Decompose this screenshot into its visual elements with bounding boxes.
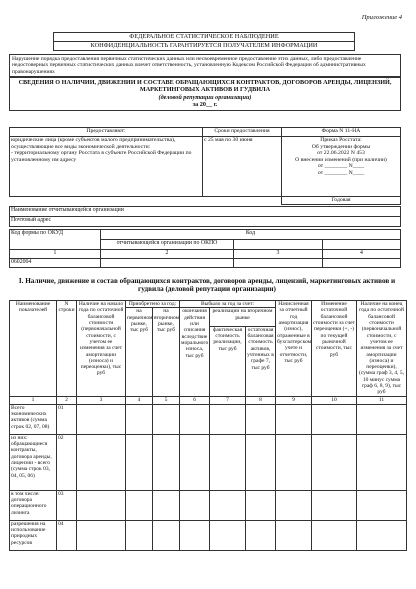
row-name: из них: обращающиеся контракты, договора аренды, лицензии - всего (сумма строк 03, 04, 05, 06)	[10, 434, 57, 490]
table-row	[10, 490, 407, 520]
row-code: 03	[57, 490, 77, 520]
warning-notice: Нарушение порядка предоставления первичных статистических данных или несвоевременное предоставление этих данных, либо предоставление недостоверных первичных статистических данных влечет ответственность, установленную Кодексом Российской Федерации об административных правонарушениях	[9, 54, 401, 77]
col-name-header: Наименование показателей	[10, 301, 57, 397]
col-number: 7	[210, 396, 246, 404]
col-disposed-header: Выбыло за год за счет:	[180, 301, 276, 308]
input-cell[interactable]	[210, 490, 246, 520]
okud-value: 0602004	[10, 259, 101, 268]
postal-address-label: Почтовый адрес	[10, 217, 401, 227]
input-cell[interactable]	[246, 434, 276, 490]
order-text: Приказ Росстата: Об утверждении формы от 22.06.2022 N 453 О внесении изменений (при наличии) от ________ N____ от ________ N____	[282, 137, 401, 197]
deadline-text: с 25 мая по 30 июня	[203, 137, 282, 197]
submitters-header: Предоставляют:	[10, 128, 203, 137]
input-cell[interactable]	[276, 490, 312, 520]
input-cell[interactable]	[126, 434, 153, 490]
deadline-header: Сроки предоставления	[203, 128, 282, 137]
submitters-text: юридические лица (кроме субъектов малого предпринимательства), осуществляющие все виды экономической деятельности: - территориальному органу Росстата в субъекте Российской Федерации по установленному им адресу	[10, 137, 203, 197]
col-acq-secondary-header: на вторичном рынке, тыс руб	[153, 308, 180, 396]
input-cell[interactable]	[210, 404, 246, 434]
col-amort-header: Начисленная за отчетный год амортизация (износ), отраженные в бухгалтерском учете и отчетности, тыс руб	[276, 301, 312, 397]
col-expiry-header: окончания действия или списания вследствие морального износа, тыс руб	[180, 308, 210, 396]
col-acq-primary-header: на первичном рынке, тыс руб	[126, 308, 153, 396]
col-actual-value-header: фактическая стоимость реализации, тыс руб	[210, 326, 246, 396]
input-cell[interactable]	[246, 490, 276, 520]
col-residual-value-header: остаточная балансовая стоимость активов, учтенных в графе 7, тыс руб	[246, 326, 276, 396]
input-cell[interactable]	[153, 490, 180, 520]
col-number: 3	[77, 396, 126, 404]
col-start-header: Наличие на начало года по остаточной балансовой стоимости (первоначальной стоимости, с учетом ее изменения за счет амортизации (износа) и переоценки), тыс руб	[77, 301, 126, 397]
header-line-2: КОНФИДЕНЦИАЛЬНОСТЬ ГАРАНТИРУЕТСЯ ПОЛУЧАТЕЛЕМ ИНФОРМАЦИИ	[54, 42, 355, 51]
code-col-2: 2	[101, 250, 234, 259]
table-row	[10, 520, 407, 550]
input-cell[interactable]	[77, 520, 126, 550]
input-cell[interactable]	[312, 434, 357, 490]
row-name: разрешения на использование природных ресурсов	[10, 520, 57, 550]
input-cell[interactable]	[246, 404, 276, 434]
col-secondary-sale-header: реализации на вторичном рынке	[210, 308, 276, 326]
code-col-1: 1	[10, 250, 101, 259]
form-period: за 20__ г.	[192, 101, 218, 109]
okud-label: Код формы по ОКУД	[10, 230, 101, 250]
organization-table	[9, 206, 401, 227]
row-name: в том числе: договора операционного лизинга	[10, 490, 57, 520]
col-number: 2	[57, 396, 77, 404]
col-row-header: N строки	[57, 301, 77, 397]
row-code: 02	[57, 434, 77, 490]
col-number: 11	[357, 396, 407, 404]
table-row	[10, 434, 407, 490]
input-cell[interactable]	[312, 404, 357, 434]
input-cell[interactable]	[77, 434, 126, 490]
input-cell[interactable]	[77, 404, 126, 434]
row-code: 04	[57, 520, 77, 550]
annual-label: Годовая	[282, 197, 401, 205]
col-end-header: Наличие на конец года по остаточной балансовой стоимости (первоначальной стоимости, с учетом ее изменения за счет амортизации (износа) и переоценки), (сумма граф 3, 4, 5, 10 минус сумма граф 6, 8, 9), тыс руб	[357, 301, 407, 397]
input-cell[interactable]	[180, 434, 210, 490]
section-title: I. Наличие, движение и состав обращающихся контрактов, договоров аренды, лицензий, маркетинговых активов и гудвила (деловой репутации организации)	[18, 277, 396, 294]
form-number-header: Форма N 11-НА	[282, 128, 401, 137]
form-title-line-2: МАРКЕТИНГОВЫХ АКТИВОВ И ГУДВИЛА	[139, 86, 271, 94]
code-col-3: 3	[234, 250, 323, 259]
assets-table	[9, 300, 407, 551]
input-cell[interactable]	[126, 490, 153, 520]
col-acquired-header: Приобретено за год:	[126, 301, 180, 308]
table-row	[10, 404, 407, 434]
appendix-label: Приложение 4	[361, 14, 402, 21]
row-name: Всего экономических активов (сумма строк 02, 07, 08)	[10, 404, 57, 434]
col-number: 8	[246, 396, 276, 404]
input-cell[interactable]	[180, 490, 210, 520]
input-cell[interactable]	[312, 520, 357, 550]
input-cell[interactable]	[77, 490, 126, 520]
org-name-label: Наименование отчитывающейся организации	[10, 207, 401, 217]
code-col-4: 4	[323, 250, 401, 259]
input-cell[interactable]	[357, 434, 407, 490]
codes-table	[9, 229, 401, 268]
input-cell[interactable]	[126, 404, 153, 434]
input-cell[interactable]	[312, 490, 357, 520]
col-number: 10	[312, 396, 357, 404]
col-number: 6	[180, 396, 210, 404]
input-cell[interactable]	[126, 520, 153, 550]
input-cell[interactable]	[246, 520, 276, 550]
input-cell[interactable]	[210, 520, 246, 550]
col-number: 4	[126, 396, 153, 404]
input-cell[interactable]	[210, 434, 246, 490]
input-cell[interactable]	[276, 520, 312, 550]
input-cell[interactable]	[357, 490, 407, 520]
col-number: 5	[153, 396, 180, 404]
col-reval-header: Изменение остаточной балансовой стоимости за счет переоценки (+, -) по текущей рыночной стоимости, тыс руб	[312, 301, 357, 397]
col-number: 9	[276, 396, 312, 404]
input-cell[interactable]	[180, 520, 210, 550]
form-title-line-1: СВЕДЕНИЯ О НАЛИЧИИ, ДВИЖЕНИИ И СОСТАВЕ ОБРАЩАЮЩИХСЯ КОНТРАКТОВ, ДОГОВОРОВ АРЕНДЫ, ЛИЦЕНЗИЙ,	[18, 79, 392, 86]
input-cell[interactable]	[153, 434, 180, 490]
okpo-label: отчитывающейся организации по ОКПО	[101, 240, 234, 250]
submission-table	[9, 127, 401, 205]
input-cell[interactable]	[153, 404, 180, 434]
federal-header-box	[53, 32, 355, 51]
input-cell[interactable]	[276, 404, 312, 434]
input-cell[interactable]	[357, 404, 407, 434]
input-cell[interactable]	[153, 520, 180, 550]
input-cell[interactable]	[180, 404, 210, 434]
col-number: 1	[10, 396, 57, 404]
input-cell[interactable]	[357, 520, 407, 550]
input-cell[interactable]	[276, 434, 312, 490]
row-code: 01	[57, 404, 77, 434]
code-label: Код	[101, 230, 401, 240]
form-title	[9, 77, 401, 111]
form-title-line-3: (деловой репутации организации)	[158, 93, 252, 101]
header-line-1: ФЕДЕРАЛЬНОЕ СТАТИСТИЧЕСКОЕ НАБЛЮДЕНИЕ	[54, 33, 355, 42]
